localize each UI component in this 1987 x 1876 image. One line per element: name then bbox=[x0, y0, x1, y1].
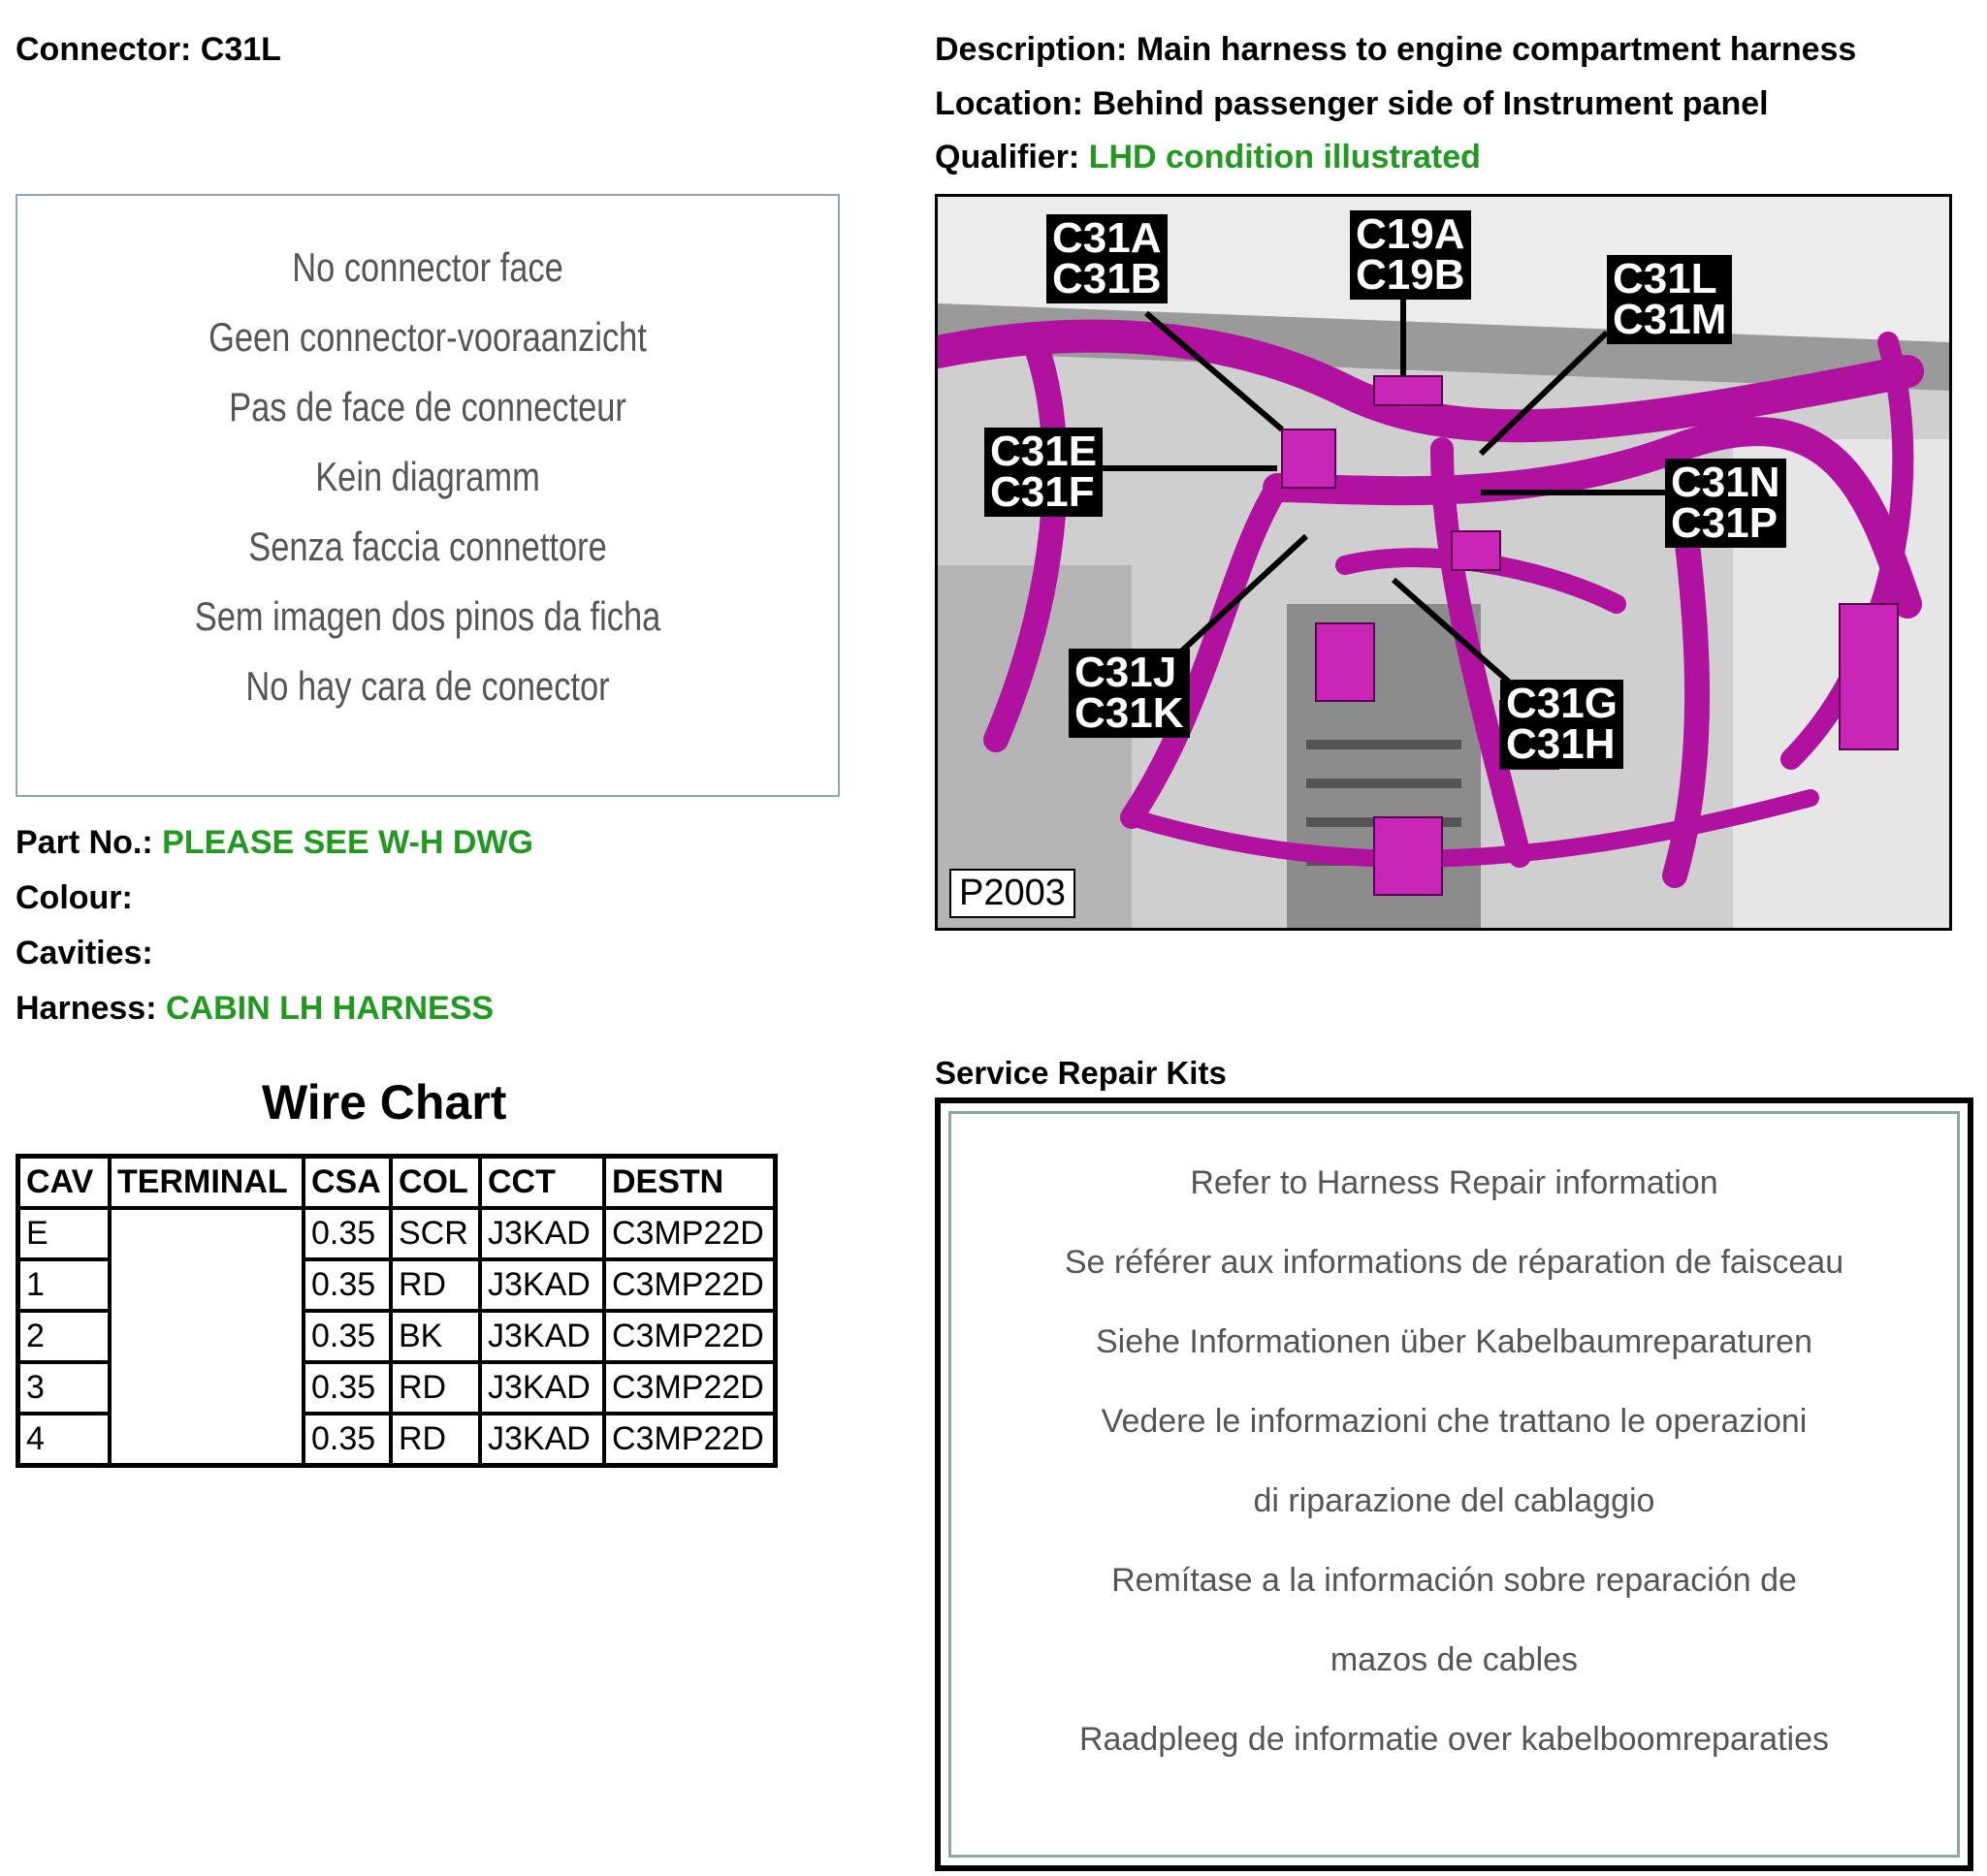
harness-label: Harness: bbox=[16, 990, 157, 1027]
table-row bbox=[18, 1414, 776, 1466]
cavities-label: Cavities: bbox=[16, 935, 153, 971]
connector-callout: C31E C31F bbox=[984, 428, 1103, 517]
header-terminal: TERMINAL bbox=[110, 1157, 304, 1209]
repair-kits-line: Raadpleeg de informatie over kabelboomreparaties bbox=[1078, 1721, 1830, 1758]
connector-callout: C31N C31P bbox=[1665, 459, 1786, 548]
cell-terminal bbox=[110, 1414, 304, 1466]
qualifier-line bbox=[935, 139, 1481, 176]
no-face-line: No hay cara de conector bbox=[245, 663, 610, 709]
description-line bbox=[935, 31, 1856, 69]
repair-kits-line: di riparazione del cablaggio bbox=[1253, 1482, 1655, 1519]
cell-col: SCR bbox=[391, 1208, 480, 1259]
cell-cav: 4 bbox=[18, 1414, 111, 1466]
no-face-line: Sem imagen dos pinos da ficha bbox=[194, 593, 661, 639]
cavities-line bbox=[16, 935, 153, 972]
qualifier-label: Qualifier: bbox=[935, 139, 1080, 175]
cell-col: BK bbox=[391, 1311, 480, 1362]
no-face-line: Kein diagramm bbox=[315, 454, 540, 499]
connector-line bbox=[16, 31, 281, 69]
cell-cct: J3KAD bbox=[480, 1311, 604, 1362]
cell-destn: C3MP22D bbox=[604, 1414, 776, 1466]
cell-csa: 0.35 bbox=[304, 1259, 391, 1311]
wire-chart-table bbox=[16, 1154, 778, 1468]
no-face-line: No connector face bbox=[292, 244, 563, 290]
connector-callout: C19A C19B bbox=[1350, 210, 1471, 300]
connector-callout: C31G C31H bbox=[1500, 680, 1623, 769]
header-cct: CCT bbox=[480, 1157, 604, 1209]
table-row bbox=[18, 1259, 776, 1311]
cell-destn: C3MP22D bbox=[604, 1208, 776, 1259]
cell-csa: 0.35 bbox=[304, 1311, 391, 1362]
connector-value: C31L bbox=[200, 31, 281, 68]
no-face-line: Geen connector-vooraanzicht bbox=[208, 314, 647, 360]
connector-face-placeholder bbox=[16, 194, 840, 797]
cell-terminal bbox=[110, 1208, 304, 1259]
header-csa: CSA bbox=[304, 1157, 391, 1209]
cell-terminal bbox=[110, 1362, 304, 1414]
colour-line bbox=[16, 879, 133, 917]
connector-callout: C31A C31B bbox=[1046, 214, 1168, 303]
cell-destn: C3MP22D bbox=[604, 1311, 776, 1362]
cell-cav: 1 bbox=[18, 1259, 111, 1311]
cell-terminal bbox=[110, 1259, 304, 1311]
qualifier-value: LHD condition illustrated bbox=[1088, 139, 1481, 175]
repair-kits-line: Refer to Harness Repair information bbox=[1190, 1164, 1718, 1201]
repair-kits-line: Se référer aux informations de réparation de faisceau bbox=[1064, 1244, 1844, 1281]
part-number-label: Part No.: bbox=[16, 824, 153, 861]
wire-chart-title: Wire Chart bbox=[262, 1075, 507, 1129]
cell-cav: E bbox=[18, 1208, 111, 1259]
cell-cct: J3KAD bbox=[480, 1414, 604, 1466]
wire-chart-header-row bbox=[18, 1157, 776, 1209]
photo-id-label: P2003 bbox=[949, 869, 1075, 918]
cell-csa: 0.35 bbox=[304, 1208, 391, 1259]
repair-kits-box bbox=[935, 1097, 1973, 1871]
description-label: Description: bbox=[935, 31, 1128, 68]
connector-callout: C31J C31K bbox=[1069, 649, 1190, 738]
no-face-line: Pas de face de connecteur bbox=[229, 384, 626, 429]
location-photo bbox=[935, 194, 1952, 931]
cell-destn: C3MP22D bbox=[604, 1259, 776, 1311]
part-number-line bbox=[16, 824, 533, 862]
description-value: Main harness to engine compartment harness bbox=[1136, 31, 1857, 68]
no-face-line: Senza faccia connettore bbox=[248, 524, 607, 569]
table-row bbox=[18, 1208, 776, 1259]
cell-cct: J3KAD bbox=[480, 1259, 604, 1311]
cell-csa: 0.35 bbox=[304, 1362, 391, 1414]
location-value: Behind passenger side of Instrument panel bbox=[1092, 85, 1769, 122]
header-destn: DESTN bbox=[604, 1157, 776, 1209]
harness-illustration bbox=[938, 197, 1949, 928]
table-row bbox=[18, 1362, 776, 1414]
repair-kits-line: Remítase a la información sobre reparación de bbox=[1111, 1562, 1797, 1599]
repair-kits-line: Siehe Informationen über Kabelbaumreparaturen bbox=[1095, 1323, 1813, 1360]
cell-col: RD bbox=[391, 1414, 480, 1466]
colour-label: Colour: bbox=[16, 879, 133, 916]
cell-cct: J3KAD bbox=[480, 1362, 604, 1414]
location-label: Location: bbox=[935, 85, 1083, 122]
repair-kits-line: Vedere le informazioni che trattano le operazioni bbox=[1101, 1403, 1808, 1440]
cell-cav: 3 bbox=[18, 1362, 111, 1414]
connector-label: Connector: bbox=[16, 31, 192, 68]
cell-csa: 0.35 bbox=[304, 1414, 391, 1466]
repair-kits-line: mazos de cables bbox=[1330, 1641, 1579, 1678]
harness-value: CABIN LH HARNESS bbox=[165, 990, 495, 1027]
cell-col: RD bbox=[391, 1259, 480, 1311]
cell-terminal bbox=[110, 1311, 304, 1362]
cell-col: RD bbox=[391, 1362, 480, 1414]
cell-cct: J3KAD bbox=[480, 1208, 604, 1259]
repair-kits-inner bbox=[948, 1111, 1960, 1858]
repair-kits-title: Service Repair Kits bbox=[935, 1055, 1227, 1091]
header-cav: CAV bbox=[18, 1157, 111, 1209]
connector-callout: C31L C31M bbox=[1607, 255, 1732, 344]
harness-line bbox=[16, 990, 494, 1028]
table-row bbox=[18, 1311, 776, 1362]
location-line bbox=[935, 85, 1769, 123]
cell-cav: 2 bbox=[18, 1311, 111, 1362]
cell-destn: C3MP22D bbox=[604, 1362, 776, 1414]
part-number-value: PLEASE SEE W-H DWG bbox=[162, 824, 533, 861]
header-col: COL bbox=[391, 1157, 480, 1209]
